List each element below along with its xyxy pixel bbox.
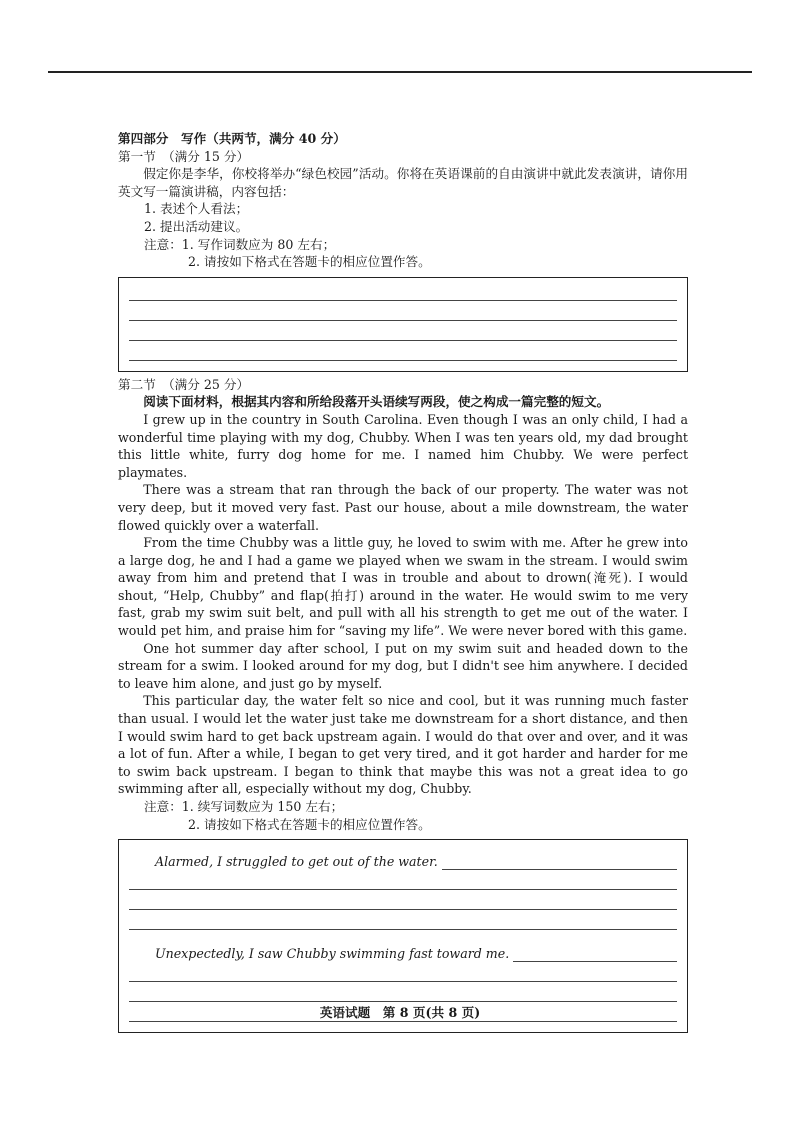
story-paragraph-1: I grew up in the country in South Carolina. Even though I was an only child, I had a wonderful time playing with my dog, Chubby. When I was ten years old, my dad brought this little white, furry dog home for me. I named him Chubby. We were perfect playmates. — [118, 411, 688, 480]
top-rule — [48, 71, 752, 73]
answer-line — [129, 321, 677, 341]
section1-note-2: 2. 请按如下格式在答题卡的相应位置作答。 — [188, 254, 431, 270]
answer-line — [129, 341, 677, 361]
section2-heading: 第二节 （满分 25 分） — [118, 376, 250, 392]
section2-note-2: 2. 请按如下格式在答题卡的相应位置作答。 — [188, 816, 431, 832]
story-paragraph-4: One hot summer day after school, I put on my swim suit and headed down to the stream for a swim. I looked around for my dog, but I didn't see him anywhere. I decided to leave him alone, and just go by myself. — [118, 640, 688, 691]
answer-line — [129, 286, 677, 301]
page-footer: 英语试题 第 8 页(共 8 页) — [319, 1005, 481, 1020]
answer-line — [129, 890, 677, 910]
lead-sentence-1: Alarmed, I struggled to get out of the water. — [155, 853, 438, 869]
answer-line — [129, 301, 677, 321]
lead-sentence-2: Unexpectedly, I saw Chubby swimming fast toward me. — [155, 945, 510, 961]
section1-prompt: 假定你是李华，你校将举办“绿色校园”活动。你将在英语课前的自由演讲中就此发表演讲，请你用英文写一篇演讲稿，内容包括： — [118, 166, 688, 199]
story-paragraph-5: This particular day, the water felt so nice and cool, but it was running much faster than usual. I would let the water just take me downstream for a short distance, and then I would swim hard to get back upstream again. I would do that over and over, and it was a lot of fun. After a while, I began to get very tired, and it got harder and harder for me to swim back upstream. I began to think that maybe this was not a great idea to go swimming after all, especially without my dog, Chubby. — [118, 693, 688, 797]
section2-instruction: 阅读下面材料，根据其内容和所给段落开头语续写两段，使之构成一篇完整的短文。 — [143, 394, 610, 410]
story-paragraph-3: From the time Chubby was a little guy, he loved to swim with me. After he grew into a large dog, he and I had a game we played when we swam in the stream. I would swim away from him and pretend that I was in trouble and about to drown(淹死). I would shout, “Help, Chubby” and flap(拍打) around in the water. He would swim to me very fast, grab my swim suit belt, and pull with all his strength to get me out of the water. I would pet him, and praise him for “saving my life”. We were never bored with this game. — [118, 535, 688, 639]
answer-line — [129, 962, 677, 982]
answer-line — [442, 853, 677, 870]
note-label: 注意： — [144, 799, 182, 814]
note-text: 1. 写作词数应为 80 左右； — [181, 236, 336, 252]
lead-row-1 — [129, 848, 677, 870]
story-paragraph-2: There was a stream that ran through the back of our property. The water was not very deep, but it moved very fast. Past our house, about a mile downstream, the water flowed quickly over a waterfall. — [118, 482, 688, 533]
answer-line — [129, 982, 677, 1002]
exam-page — [118, 130, 688, 1037]
answer-line — [129, 910, 677, 930]
note-label: 注意： — [144, 236, 182, 252]
section1-heading: 第一节 （满分 15 分） — [118, 148, 250, 164]
section2-note-1 — [144, 798, 688, 816]
answer-line — [513, 945, 677, 962]
answer-line — [129, 870, 677, 890]
answer-box-1[interactable] — [118, 277, 688, 372]
note-text: 1. 续写词数应为 150 左右； — [181, 799, 344, 814]
section1-point-2: 2. 提出活动建议。 — [144, 218, 249, 234]
part-heading: 第四部分 写作（共两节，满分 40 分） — [118, 131, 346, 146]
section1-point-1: 1. 表述个人看法； — [144, 201, 249, 217]
section1-note-1 — [144, 236, 688, 254]
lead-row-2 — [129, 940, 677, 962]
